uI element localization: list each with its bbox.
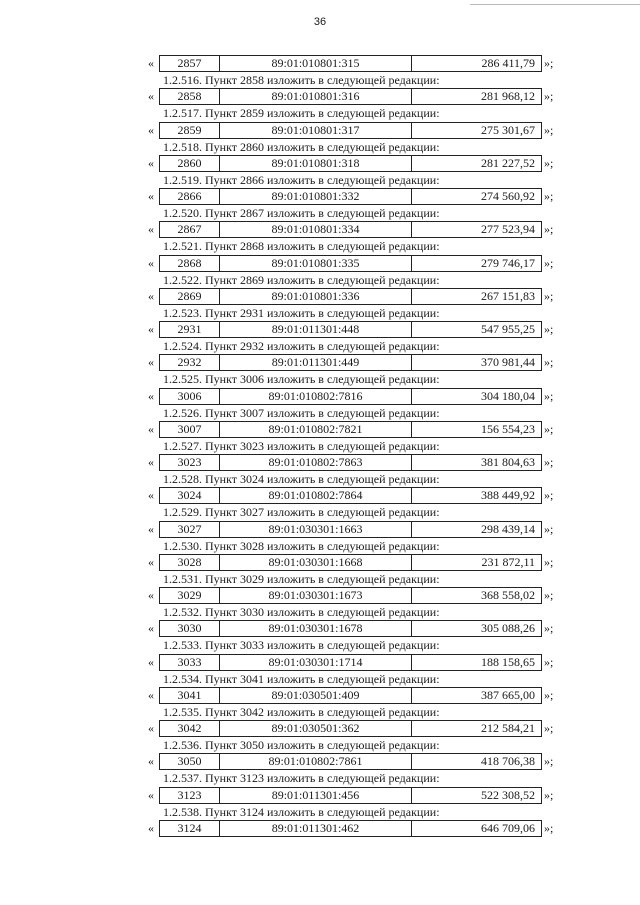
record-box [159,487,542,504]
opening-quote: « [148,521,154,536]
amendment-instruction: 1.2.526. Пункт 3007 изложить в следующей редакции: [163,405,440,420]
cadastral-number-cell: 89:01:030301:1663 [220,522,412,537]
amendment-instruction: 1.2.535. Пункт 3042 изложить в следующей редакции: [163,704,440,719]
opening-quote: « [148,721,154,735]
amendment-instruction: 1.2.519. Пункт 2866 изложить в следующей редакции: [163,172,440,187]
amendment-entry [0,487,640,520]
closing-quote: »; [544,488,554,503]
opening-quote: « [148,654,154,669]
record-box [159,188,542,205]
opening-quote: « [148,754,154,769]
cadastral-number-cell: 89:01:010801:336 [220,289,412,304]
amendment-instruction: 1.2.522. Пункт 2869 изложить в следующей редакции: [163,272,440,287]
closing-quote: »; [544,222,554,237]
cadastral-number-cell: 89:01:011301:448 [220,322,412,337]
amendment-instruction: 1.2.537. Пункт 3123 изложить в следующей редакции: [163,771,440,786]
closing-quote: »; [544,554,554,569]
opening-quote: « [148,421,154,436]
amendment-instruction: 1.2.524. Пункт 2932 изложить в следующей редакции: [163,339,440,353]
cadastral-value-cell: 231 872,11 [481,554,535,569]
amendment-entry [0,421,640,454]
amendment-entry [0,554,640,587]
record-box [159,820,542,837]
table-row [0,255,640,272]
amendment-entry [0,620,640,653]
amendment-entry [0,454,640,487]
cadastral-value-cell: 212 584,21 [481,721,535,735]
table-row [0,188,640,205]
cadastral-number-cell: 89:01:010801:332 [220,189,412,204]
opening-quote: « [148,189,154,203]
table-row [0,421,640,438]
amendment-entry [0,787,640,820]
opening-quote: « [148,155,154,170]
amendment-instruction: 1.2.518. Пункт 2860 изложить в следующей редакции: [163,139,440,154]
cadastral-value-cell: 304 180,04 [481,388,535,403]
record-box [159,687,542,704]
item-number-cell: 3050 [160,754,220,769]
item-number-cell: 3023 [160,455,220,470]
table-row [0,88,640,105]
closing-quote: »; [544,388,554,403]
item-number-cell: 3027 [160,522,220,537]
cadastral-number-cell: 89:01:030501:409 [220,688,412,703]
cadastral-number-cell: 89:01:010801:316 [220,89,412,104]
opening-quote: « [148,255,154,270]
opening-quote: « [148,56,154,70]
opening-quote: « [148,588,154,602]
cadastral-value-cell: 274 560,92 [481,189,535,203]
cadastral-value-cell: 279 746,17 [481,255,535,270]
record-box [159,288,542,305]
cadastral-value-cell: 305 088,26 [481,621,535,636]
table-row [0,654,640,671]
amendment-entry [0,388,640,421]
closing-quote: »; [544,189,554,203]
closing-quote: »; [544,654,554,669]
table-row [0,554,640,571]
record-box [159,787,542,804]
amendment-entry [0,288,640,321]
opening-quote: « [148,488,154,503]
item-number-cell: 2866 [160,189,220,204]
closing-quote: »; [544,521,554,536]
closing-quote: »; [544,255,554,270]
closing-quote: »; [544,56,554,70]
amendment-entry [0,354,640,387]
table-row [0,454,640,471]
amendment-instruction: 1.2.528. Пункт 3024 изложить в следующей редакции: [163,472,440,486]
table-row [0,620,640,637]
cadastral-number-cell: 89:01:030501:362 [220,721,412,736]
item-number-cell: 3024 [160,488,220,503]
amendment-entry [0,55,640,88]
record-box [159,753,542,770]
item-number-cell: 3030 [160,621,220,636]
closing-quote: »; [544,89,554,104]
opening-quote: « [148,222,154,237]
record-box [159,421,542,438]
cadastral-number-cell: 89:01:010802:7821 [220,422,412,437]
table-row [0,521,640,538]
table-row [0,354,640,371]
record-box [159,221,542,238]
record-box [159,354,542,371]
closing-quote: »; [544,721,554,735]
table-row [0,221,640,238]
item-number-cell: 3124 [160,821,220,836]
closing-quote: »; [544,455,554,469]
item-number-cell: 3123 [160,788,220,803]
cadastral-value-cell: 156 554,23 [481,421,535,436]
table-row [0,288,640,305]
cadastral-number-cell: 89:01:010801:335 [220,256,412,271]
table-row [0,720,640,737]
amendment-entry [0,521,640,554]
cadastral-number-cell: 89:01:030301:1678 [220,621,412,636]
amendment-entry [0,321,640,354]
cadastral-number-cell: 89:01:011301:449 [220,355,412,370]
cadastral-value-cell: 387 665,00 [481,687,535,702]
item-number-cell: 3028 [160,555,220,570]
opening-quote: « [148,554,154,569]
amendment-entry [0,255,640,288]
amendment-entry [0,122,640,155]
cadastral-number-cell: 89:01:011301:462 [220,821,412,836]
item-number-cell: 3042 [160,721,220,736]
opening-quote: « [148,687,154,702]
closing-quote: »; [544,687,554,702]
opening-quote: « [148,388,154,403]
item-number-cell: 2857 [160,56,220,71]
table-row [0,122,640,139]
closing-quote: »; [544,122,554,137]
amendment-entry [0,88,640,121]
table-row [0,487,640,504]
cadastral-number-cell: 89:01:010802:7863 [220,455,412,470]
cadastral-value-cell: 418 706,38 [481,754,535,769]
cadastral-value-cell: 522 308,52 [481,787,535,802]
item-number-cell: 3029 [160,588,220,603]
cadastral-number-cell: 89:01:010801:317 [220,123,412,138]
amendment-instruction: 1.2.527. Пункт 3023 изложить в следующей редакции: [163,438,440,453]
record-box [159,255,542,272]
cadastral-value-cell: 646 709,06 [481,820,535,835]
amendment-list [0,55,640,853]
cadastral-number-cell: 89:01:010802:7861 [220,754,412,769]
record-box [159,720,542,737]
cadastral-value-cell: 368 558,02 [481,588,535,602]
amendment-instruction: 1.2.530. Пункт 3028 изложить в следующей редакции: [163,538,440,553]
table-row [0,820,640,837]
amendment-entry [0,155,640,188]
amendment-instruction: 1.2.536. Пункт 3050 изложить в следующей редакции: [163,738,440,752]
table-row [0,155,640,172]
record-box [159,587,542,604]
closing-quote: »; [544,288,554,303]
record-box [159,321,542,338]
amendment-entry [0,720,640,753]
cadastral-value-cell: 381 804,63 [481,455,535,469]
record-box [159,155,542,172]
cadastral-value-cell: 370 981,44 [481,355,535,370]
table-row [0,587,640,604]
amendment-instruction: 1.2.533. Пункт 3033 изложить в следующей редакции: [163,638,440,653]
cadastral-number-cell: 89:01:030301:1714 [220,655,412,670]
table-row [0,55,640,72]
opening-quote: « [148,787,154,802]
amendment-entry [0,687,640,720]
cadastral-number-cell: 89:01:030301:1668 [220,555,412,570]
cadastral-value-cell: 281 968,12 [481,89,535,104]
record-box [159,620,542,637]
item-number-cell: 2860 [160,156,220,171]
amendment-instruction: 1.2.517. Пункт 2859 изложить в следующей редакции: [163,106,440,121]
cadastral-value-cell: 547 955,25 [481,322,535,336]
cadastral-number-cell: 89:01:011301:456 [220,788,412,803]
closing-quote: »; [544,787,554,802]
record-box [159,55,542,72]
opening-quote: « [148,322,154,336]
cadastral-value-cell: 275 301,67 [481,122,535,137]
item-number-cell: 3007 [160,422,220,437]
amendment-instruction: 1.2.538. Пункт 3124 изложить в следующей редакции: [163,804,440,819]
record-box [159,454,542,471]
item-number-cell: 3033 [160,655,220,670]
record-box [159,122,542,139]
amendment-entry [0,221,640,254]
closing-quote: »; [544,754,554,769]
cadastral-value-cell: 277 523,94 [481,222,535,237]
amendment-entry [0,753,640,786]
closing-quote: »; [544,588,554,602]
item-number-cell: 2858 [160,89,220,104]
record-box [159,388,542,405]
cadastral-value-cell: 188 158,65 [481,654,535,669]
amendment-entry [0,188,640,221]
opening-quote: « [148,355,154,370]
closing-quote: »; [544,820,554,835]
closing-quote: »; [544,355,554,370]
cadastral-number-cell: 89:01:010802:7816 [220,389,412,404]
amendment-instruction: 1.2.534. Пункт 3041 изложить в следующей редакции: [163,671,440,686]
page-number: 36 [313,16,327,28]
item-number-cell: 2867 [160,222,220,237]
closing-quote: »; [544,421,554,436]
closing-quote: »; [544,621,554,636]
opening-quote: « [148,621,154,636]
cadastral-value-cell: 298 439,14 [481,521,535,536]
opening-quote: « [148,89,154,104]
opening-quote: « [148,455,154,469]
item-number-cell: 3006 [160,389,220,404]
item-number-cell: 2859 [160,123,220,138]
amendment-instruction: 1.2.532. Пункт 3030 изложить в следующей редакции: [163,605,440,619]
closing-quote: »; [544,155,554,170]
amendment-entry [0,820,640,853]
amendment-instruction: 1.2.516. Пункт 2858 изложить в следующей редакции: [163,73,440,87]
amendment-entry [0,654,640,687]
table-row [0,687,640,704]
item-number-cell: 2869 [160,289,220,304]
cadastral-value-cell: 267 151,83 [481,288,535,303]
amendment-instruction: 1.2.525. Пункт 3006 изложить в следующей редакции: [163,372,440,387]
record-box [159,521,542,538]
amendment-instruction: 1.2.529. Пункт 3027 изложить в следующей редакции: [163,505,440,520]
cadastral-value-cell: 388 449,92 [481,488,535,503]
record-box [159,554,542,571]
item-number-cell: 3041 [160,688,220,703]
item-number-cell: 2932 [160,355,220,370]
record-box [159,88,542,105]
cadastral-number-cell: 89:01:010801:334 [220,222,412,237]
amendment-instruction: 1.2.523. Пункт 2931 изложить в следующей редакции: [163,305,440,320]
cadastral-number-cell: 89:01:010801:315 [220,56,412,71]
cadastral-value-cell: 281 227,52 [481,155,535,170]
item-number-cell: 2931 [160,322,220,337]
opening-quote: « [148,820,154,835]
top-edge-line [470,4,640,5]
table-row [0,321,640,338]
cadastral-value-cell: 286 411,79 [481,56,535,70]
table-row [0,787,640,804]
item-number-cell: 2868 [160,256,220,271]
cadastral-number-cell: 89:01:010802:7864 [220,488,412,503]
opening-quote: « [148,288,154,303]
opening-quote: « [148,122,154,137]
table-row [0,753,640,770]
cadastral-number-cell: 89:01:010801:318 [220,156,412,171]
amendment-instruction: 1.2.521. Пункт 2868 изложить в следующей редакции: [163,239,440,254]
record-box [159,654,542,671]
amendment-instruction: 1.2.520. Пункт 2867 изложить в следующей редакции: [163,206,440,220]
cadastral-number-cell: 89:01:030301:1673 [220,588,412,603]
table-row [0,388,640,405]
amendment-instruction: 1.2.531. Пункт 3029 изложить в следующей редакции: [163,571,440,586]
closing-quote: »; [544,322,554,336]
amendment-entry [0,587,640,620]
